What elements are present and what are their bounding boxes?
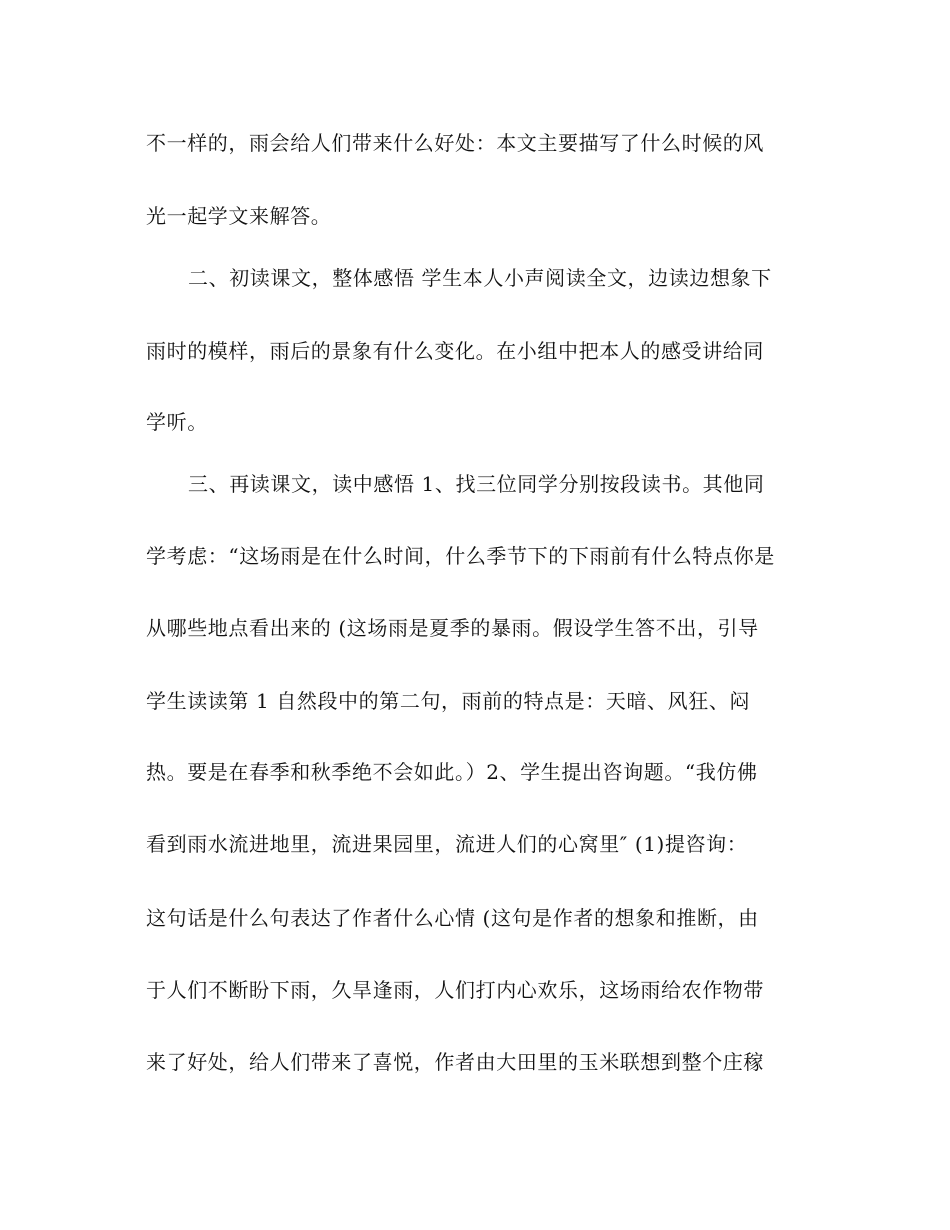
paragraph-3-line-5: 热。要是在春季和秋季绝不会如此。）2、学生提出咨询题。“我仿佛 [146, 760, 758, 784]
paragraph-3-line-2: 学考虑：“这场雨是在什么时间，什么季节下的下雨前有什么特点你是 [146, 544, 775, 568]
paragraph-3-line-6: 看到雨水流进地里，流进果园里，流进人们的心窝里″ (1)提咨询： [146, 832, 748, 856]
paragraph-3-line-8: 于人们不断盼下雨，久旱逢雨，人们打内心欢乐，这场雨给农作物带 [146, 978, 764, 1002]
paragraph-2-line-2: 雨时的模样，雨后的景象有什么变化。在小组中把本人的感受讲给同 [146, 339, 764, 363]
text-line-2: 光一起学文来解答。 [146, 204, 332, 228]
paragraph-2-line-1: 二、初读课文，整体感悟 学生本人小声阅读全文，边读边想象下 [188, 266, 772, 290]
text-line-1: 不一样的，雨会给人们带来什么好处：本文主要描写了什么时候的风 [146, 131, 764, 155]
paragraph-3-line-7: 这句话是什么句表达了作者什么心情 (这句是作者的想象和推断，由 [146, 906, 759, 930]
paragraph-3-line-3: 从哪些地点看出来的 (这场雨是夏季的暴雨。假设学生答不出，引导 [146, 616, 759, 640]
paragraph-3-line-9: 来了好处，给人们带来了喜悦，作者由大田里的玉米联想到整个庄稼 [146, 1050, 764, 1074]
paragraph-3-line-4: 学生读读第 1 自然段中的第二句，雨前的特点是：天暗、风狂、闷 [146, 689, 751, 713]
paragraph-2-line-3: 学听。 [146, 410, 208, 434]
paragraph-3-line-1: 三、再读课文，读中感悟 1、找三位同学分别按段读书。其他同 [188, 472, 765, 496]
